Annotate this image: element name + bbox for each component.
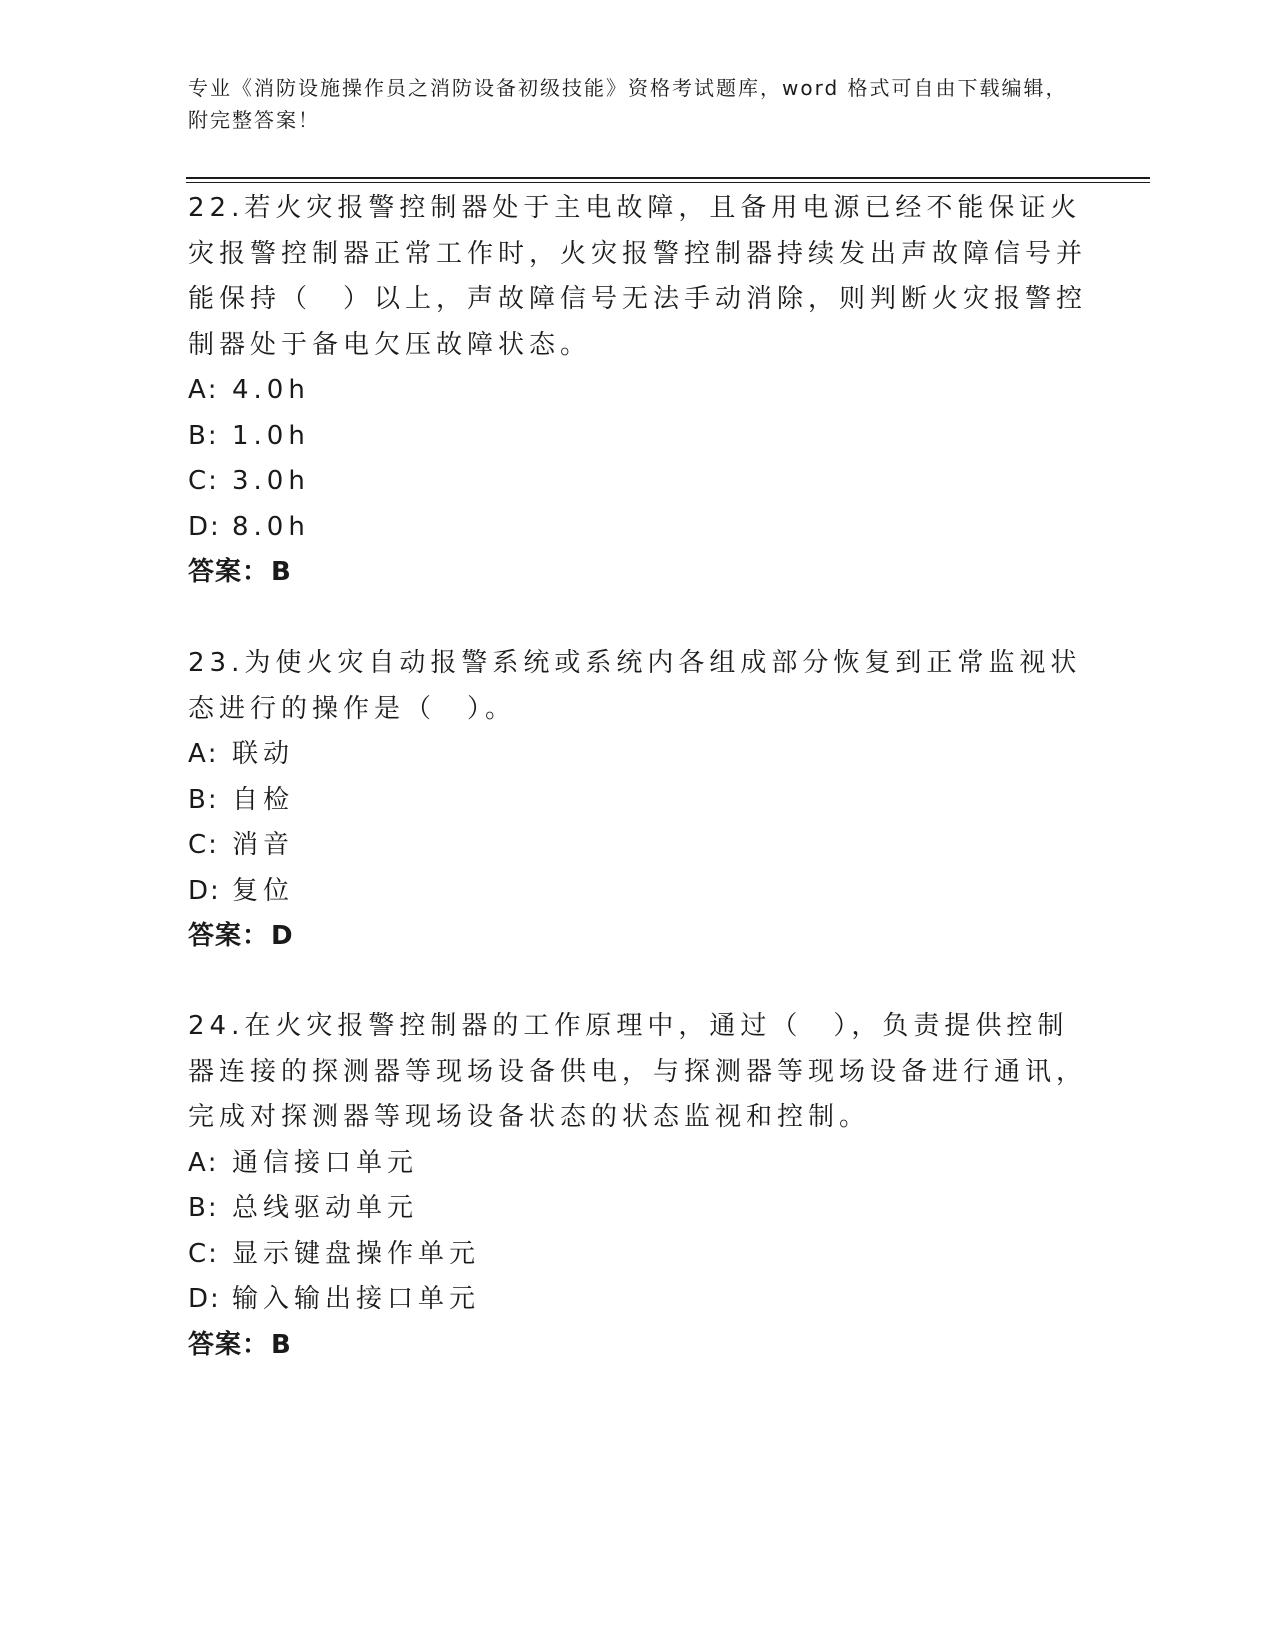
option-text: 消音 (232, 830, 295, 860)
question-stem: 22.若火灾报警控制器处于主电故障，且备用电源已经不能保证火灾报警控制器正常工作时，火灾报警控制器持续发出声故障信号并能保持（ ）以上，声故障信号无法手动消除，则判断火灾报警控制器处于备电欠压故障状态。 (188, 193, 1088, 360)
answer-value: D (271, 921, 294, 951)
header-divider-thick (186, 177, 1150, 179)
answer-label: 答案： (188, 921, 270, 951)
option-letter: A : (188, 732, 232, 778)
option-letter: A : (188, 368, 232, 414)
option-list (188, 732, 1088, 914)
option-text: 8.0h (232, 511, 310, 542)
option-a (188, 732, 1088, 778)
header-divider-thin (186, 182, 1150, 183)
option-b (188, 778, 1088, 824)
option-list (188, 368, 1088, 550)
question-22 (188, 186, 1088, 596)
option-text: 联动 (232, 739, 295, 769)
option-c (188, 823, 1088, 869)
option-text: 显示键盘操作单元 (232, 1238, 481, 1269)
option-letter: A : (188, 1141, 232, 1187)
option-letter: D : (188, 1277, 232, 1323)
option-a (188, 368, 1088, 414)
question-stem: 23.为使火灾自动报警系统或系统内各组成部分恢复到正常监视状态进行的操作是（ ）。 (188, 648, 1082, 724)
option-letter: C : (188, 459, 232, 505)
answer-line (188, 550, 1088, 596)
option-letter: C : (188, 823, 232, 869)
question-24 (188, 1004, 1088, 1368)
option-text: 自检 (232, 784, 295, 815)
option-text: 1.0h (232, 420, 310, 451)
option-a (188, 1141, 1088, 1187)
option-letter: B : (188, 1186, 232, 1232)
question-23 (188, 641, 1088, 960)
option-letter: C : (188, 1232, 232, 1278)
option-text: 4.0h (232, 375, 310, 405)
option-d (188, 869, 1088, 915)
option-text: 总线驱动单元 (232, 1193, 419, 1223)
header-intro-text: 专业《消防设施操作员之消防设备初级技能》资格考试题库，word 格式可自由下载编辑，附完整答案！ (188, 76, 1068, 132)
answer-label: 答案： (188, 557, 270, 587)
option-text: 输入输出接口单元 (232, 1284, 481, 1314)
answer-line (188, 1323, 1088, 1369)
option-b (188, 1186, 1088, 1232)
answer-value: B (271, 557, 292, 587)
question-stem: 24.在火灾报警控制器的工作原理中，通过（ ），负责提供控制器连接的探测器等现场设备供电，与探测器等现场设备进行通讯，完成对探测器等现场设备状态的状态监视和控制。 (188, 1011, 1088, 1132)
option-b (188, 414, 1088, 460)
option-letter: B : (188, 414, 232, 460)
option-d (188, 1277, 1088, 1323)
option-c (188, 459, 1088, 505)
option-d (188, 505, 1088, 551)
answer-label: 答案： (188, 1329, 270, 1360)
option-c (188, 1232, 1088, 1278)
answer-line (188, 914, 1088, 960)
option-text: 复位 (232, 875, 295, 906)
option-text: 通信接口单元 (232, 1147, 419, 1178)
option-letter: D : (188, 505, 232, 551)
option-letter: D : (188, 869, 232, 915)
option-letter: B : (188, 778, 232, 824)
answer-value: B (271, 1329, 292, 1360)
document-header (188, 72, 1088, 136)
option-list (188, 1141, 1088, 1323)
option-text: 3.0h (232, 466, 310, 496)
